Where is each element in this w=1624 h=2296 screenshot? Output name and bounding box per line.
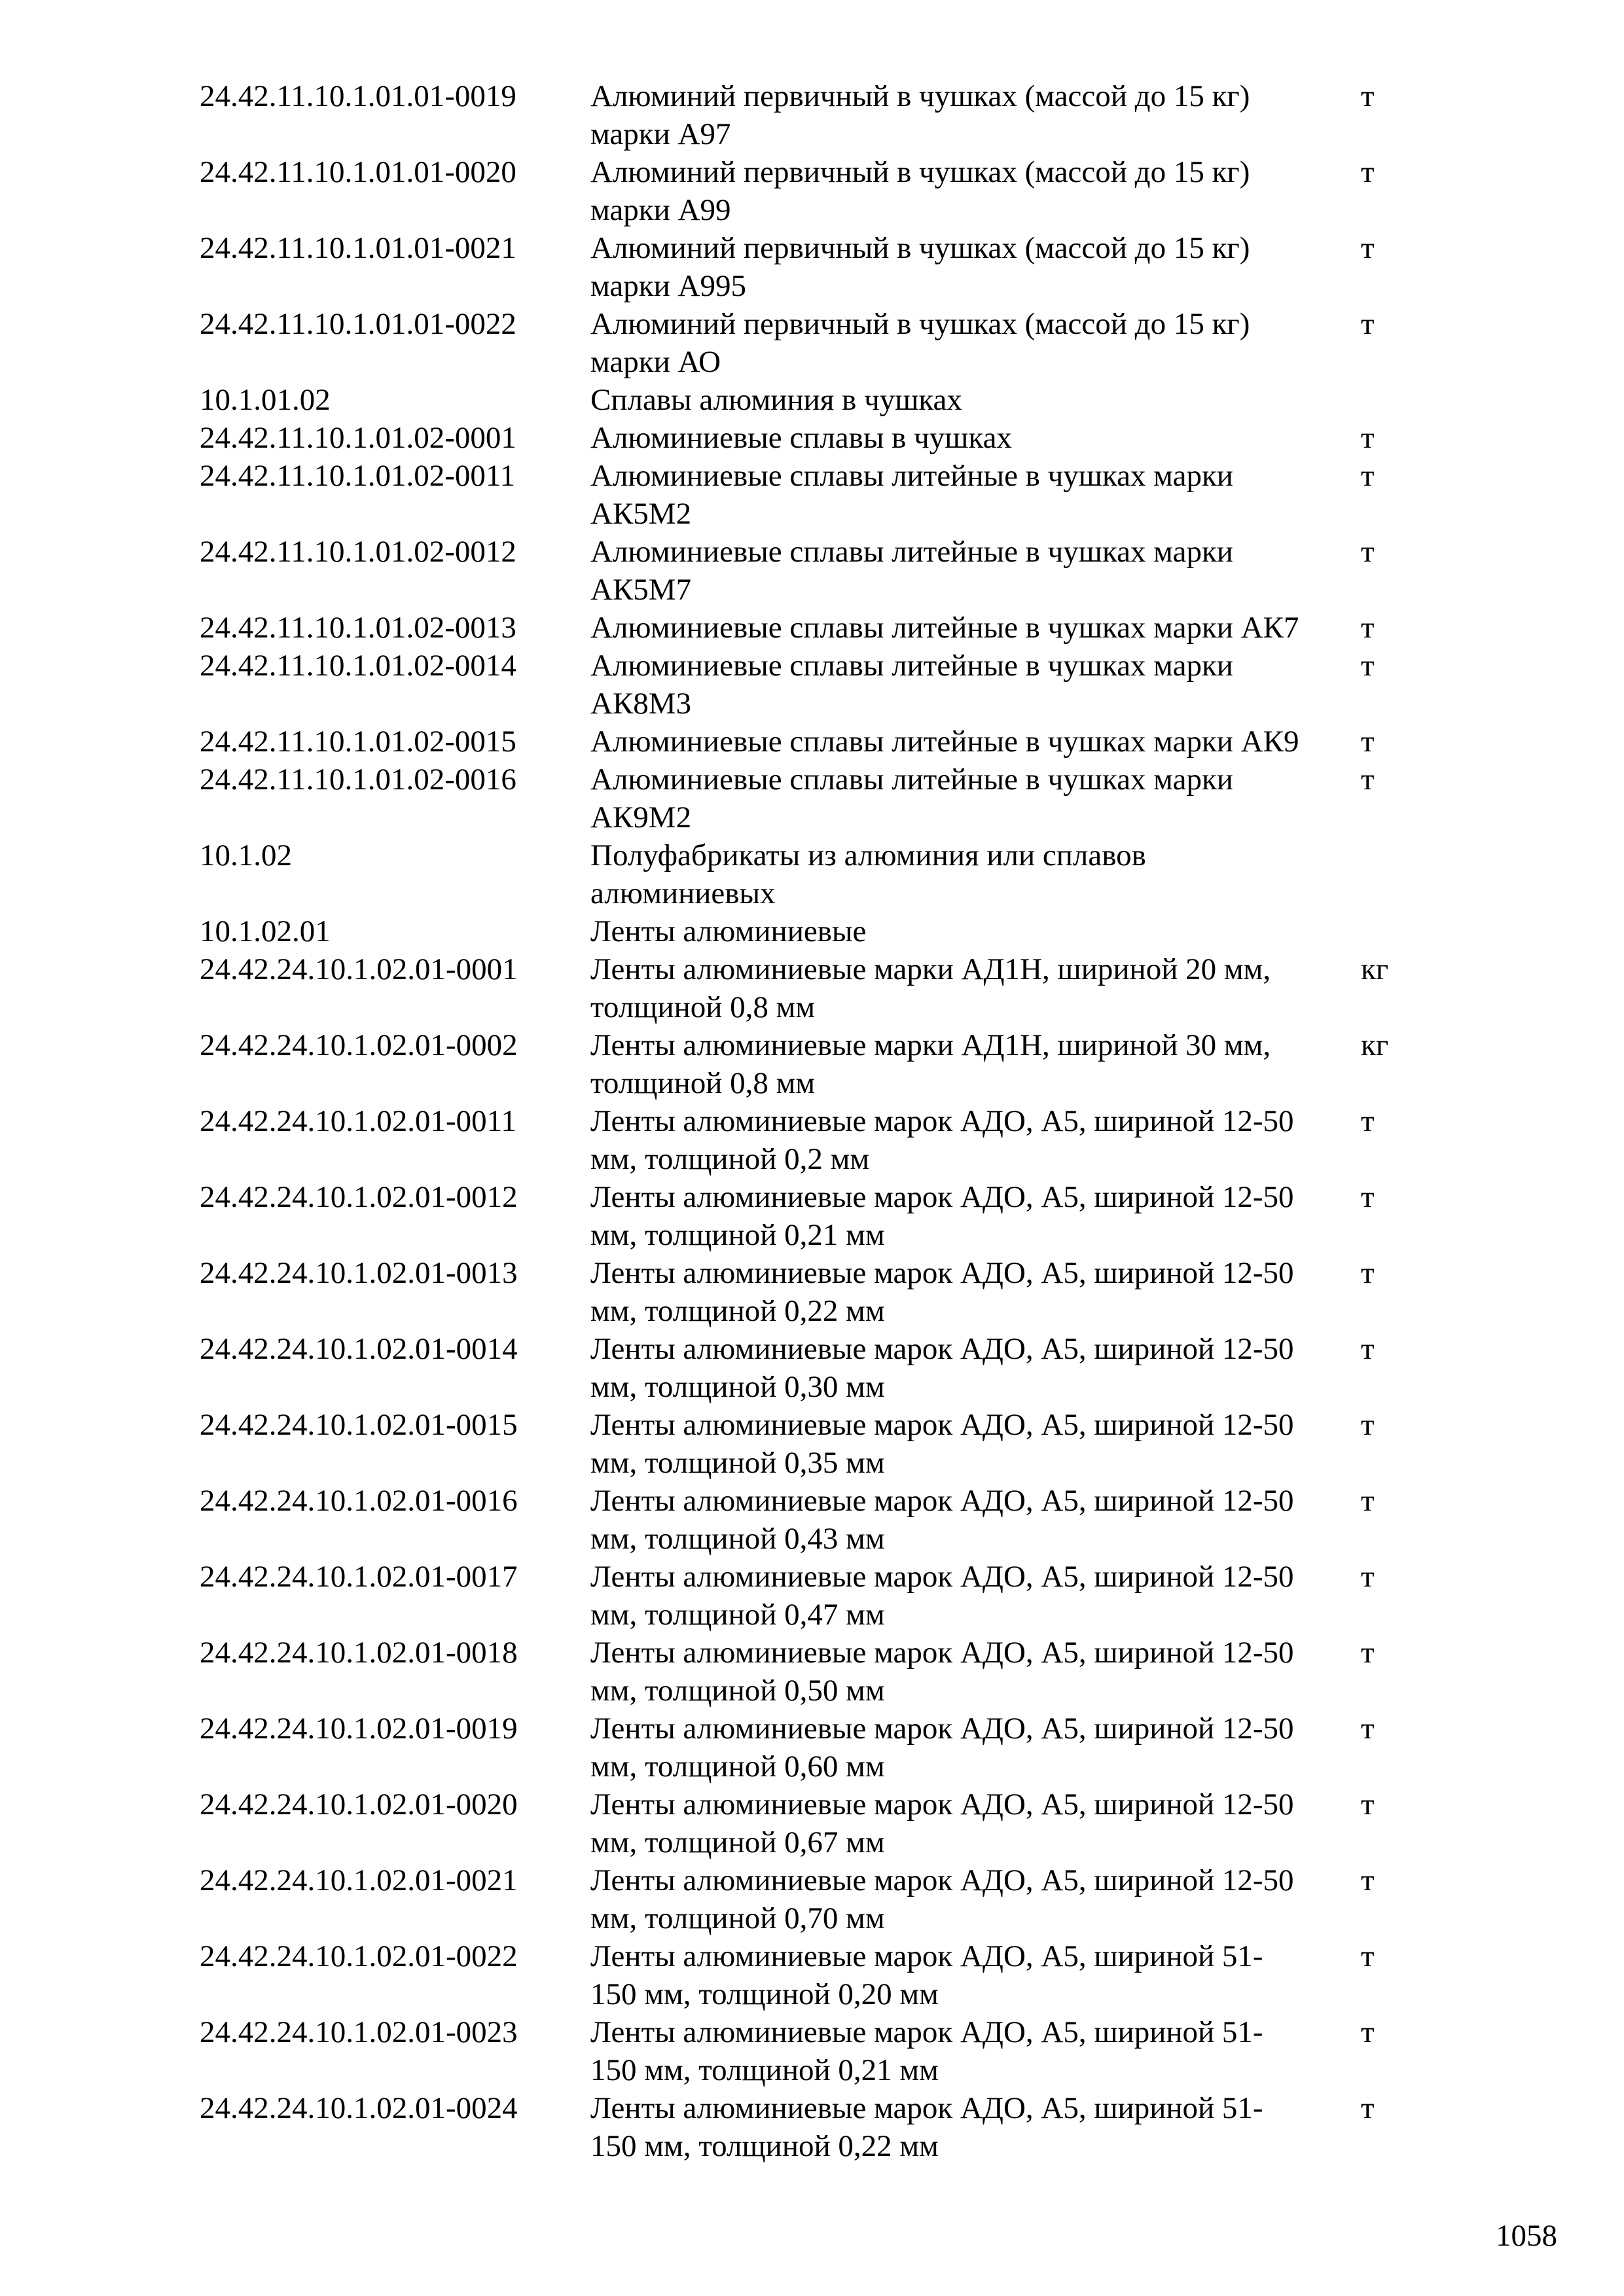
resource-unit: кг bbox=[1361, 952, 1389, 986]
list-item bbox=[200, 1634, 1443, 1710]
resource-unit: т bbox=[1361, 155, 1375, 189]
resource-name: Алюминий первичный в чушках (массой до 15 кг) марки А97 bbox=[590, 79, 1250, 151]
resource-unit: кг bbox=[1361, 1028, 1389, 1062]
resource-unit: т bbox=[1361, 79, 1375, 113]
section-title: Сплавы алюминия в чушках bbox=[590, 383, 962, 417]
list-item bbox=[200, 419, 1443, 457]
resource-code: 24.42.24.10.1.02.01-0001 bbox=[200, 952, 518, 986]
resource-name: Ленты алюминиевые марок АДО, А5, шириной 12-50 мм, толщиной 0,60 мм bbox=[590, 1712, 1294, 1784]
resource-list bbox=[200, 77, 1443, 2165]
resource-unit: т bbox=[1361, 649, 1375, 683]
list-item bbox=[200, 950, 1443, 1026]
resource-name: Ленты алюминиевые марок АДО, А5, шириной 12-50 мм, толщиной 0,2 мм bbox=[590, 1104, 1294, 1176]
resource-code: 24.42.24.10.1.02.01-0017 bbox=[200, 1560, 518, 1594]
resource-name: Алюминиевые сплавы литейные в чушках марки АК5М2 bbox=[590, 459, 1233, 531]
resource-code: 24.42.24.10.1.02.01-0020 bbox=[200, 1787, 518, 1821]
resource-code: 24.42.24.10.1.02.01-0002 bbox=[200, 1028, 518, 1062]
list-item bbox=[200, 609, 1443, 647]
list-item bbox=[200, 1406, 1443, 1482]
list-item bbox=[200, 2089, 1443, 2165]
list-item bbox=[200, 457, 1443, 533]
resource-unit: т bbox=[1361, 421, 1375, 455]
resource-code: 24.42.11.10.1.01.02-0011 bbox=[200, 459, 516, 493]
resource-unit: т bbox=[1361, 611, 1375, 645]
resource-unit: т bbox=[1361, 231, 1375, 265]
resource-name: Ленты алюминиевые марок АДО, А5, шириной 51- 150 мм, толщиной 0,22 мм bbox=[590, 2091, 1263, 2163]
resource-unit: т bbox=[1361, 1180, 1375, 1214]
section-code: 10.1.02.01 bbox=[200, 914, 331, 948]
resource-name: Алюминий первичный в чушках (массой до 15 кг) марки А99 bbox=[590, 155, 1250, 227]
resource-code: 24.42.24.10.1.02.01-0016 bbox=[200, 1484, 518, 1518]
section-heading bbox=[200, 381, 1443, 419]
page-number: 1058 bbox=[1496, 2219, 1557, 2253]
resource-unit: т bbox=[1361, 2091, 1375, 2125]
list-item bbox=[200, 1330, 1443, 1406]
list-item bbox=[200, 1861, 1443, 1937]
list-item bbox=[200, 1482, 1443, 1558]
list-item bbox=[200, 1102, 1443, 1178]
resource-code: 24.42.11.10.1.01.01-0022 bbox=[200, 307, 516, 341]
resource-unit: т bbox=[1361, 459, 1375, 493]
resource-name: Ленты алюминиевые марок АДО, А5, шириной 12-50 мм, толщиной 0,21 мм bbox=[590, 1180, 1294, 1252]
resource-name: Алюминиевые сплавы литейные в чушках марки АК5М7 bbox=[590, 535, 1233, 607]
list-item bbox=[200, 533, 1443, 609]
resource-name: Ленты алюминиевые марок АДО, А5, шириной 12-50 мм, толщиной 0,70 мм bbox=[590, 1863, 1294, 1935]
resource-code: 24.42.11.10.1.01.02-0015 bbox=[200, 725, 516, 759]
resource-code: 24.42.11.10.1.01.02-0016 bbox=[200, 762, 516, 797]
section-heading bbox=[200, 836, 1443, 912]
resource-name: Ленты алюминиевые марок АДО, А5, шириной 12-50 мм, толщиной 0,43 мм bbox=[590, 1484, 1294, 1556]
resource-name: Алюминий первичный в чушках (массой до 15 кг) марки АО bbox=[590, 307, 1250, 379]
resource-unit: т bbox=[1361, 1484, 1375, 1518]
resource-unit: т bbox=[1361, 1332, 1375, 1366]
resource-code: 24.42.11.10.1.01.02-0013 bbox=[200, 611, 516, 645]
list-item bbox=[200, 153, 1443, 229]
resource-name: Ленты алюминиевые марок АДО, А5, шириной 12-50 мм, толщиной 0,30 мм bbox=[590, 1332, 1294, 1404]
resource-code: 24.42.11.10.1.01.02-0001 bbox=[200, 421, 516, 455]
list-item bbox=[200, 1254, 1443, 1330]
resource-name: Ленты алюминиевые марок АДО, А5, шириной 12-50 мм, толщиной 0,50 мм bbox=[590, 1636, 1294, 1708]
resource-code: 24.42.24.10.1.02.01-0012 bbox=[200, 1180, 518, 1214]
section-code: 10.1.02 bbox=[200, 838, 292, 872]
resource-code: 24.42.11.10.1.01.01-0021 bbox=[200, 231, 516, 265]
list-item bbox=[200, 723, 1443, 761]
list-item bbox=[200, 2013, 1443, 2089]
resource-unit: т bbox=[1361, 725, 1375, 759]
resource-unit bbox=[1361, 912, 1443, 950]
resource-unit: т bbox=[1361, 1863, 1375, 1897]
resource-unit: т bbox=[1361, 535, 1375, 569]
resource-unit: т bbox=[1361, 1560, 1375, 1594]
resource-name: Ленты алюминиевые марок АДО, А5, шириной 51- 150 мм, толщиной 0,21 мм bbox=[590, 2015, 1263, 2087]
resource-name: Ленты алюминиевые марок АДО, А5, шириной 12-50 мм, толщиной 0,47 мм bbox=[590, 1560, 1294, 1632]
resource-code: 24.42.24.10.1.02.01-0013 bbox=[200, 1256, 518, 1290]
resource-unit: т bbox=[1361, 1104, 1375, 1138]
resource-code: 24.42.24.10.1.02.01-0019 bbox=[200, 1712, 518, 1746]
resource-unit: т bbox=[1361, 1408, 1375, 1442]
resource-name: Ленты алюминиевые марок АДО, А5, шириной 12-50 мм, толщиной 0,22 мм bbox=[590, 1256, 1294, 1328]
resource-name: Алюминиевые сплавы литейные в чушках марки АК9М2 bbox=[590, 762, 1233, 834]
list-item bbox=[200, 1785, 1443, 1861]
resource-code: 24.42.24.10.1.02.01-0011 bbox=[200, 1104, 516, 1138]
resource-code: 24.42.11.10.1.01.01-0020 bbox=[200, 155, 516, 189]
resource-code: 24.42.24.10.1.02.01-0014 bbox=[200, 1332, 518, 1366]
list-item bbox=[200, 1558, 1443, 1634]
resource-unit: т bbox=[1361, 307, 1375, 341]
resource-name: Ленты алюминиевые марок АДО, А5, шириной 51- 150 мм, толщиной 0,20 мм bbox=[590, 1939, 1263, 2011]
resource-unit: т bbox=[1361, 1636, 1375, 1670]
resource-name: Алюминиевые сплавы литейные в чушках марки АК7 bbox=[590, 611, 1299, 645]
resource-name: Ленты алюминиевые марок АДО, А5, шириной 12-50 мм, толщиной 0,67 мм bbox=[590, 1787, 1294, 1859]
resource-unit: т bbox=[1361, 1939, 1375, 1973]
resource-code: 24.42.24.10.1.02.01-0024 bbox=[200, 2091, 518, 2125]
resource-code: 24.42.24.10.1.02.01-0023 bbox=[200, 2015, 518, 2049]
resource-unit bbox=[1361, 381, 1443, 419]
section-heading bbox=[200, 912, 1443, 950]
resource-code: 24.42.11.10.1.01.02-0012 bbox=[200, 535, 516, 569]
resource-code: 24.42.24.10.1.02.01-0022 bbox=[200, 1939, 518, 1973]
list-item bbox=[200, 647, 1443, 723]
resource-code: 24.42.24.10.1.02.01-0018 bbox=[200, 1636, 518, 1670]
resource-unit: т bbox=[1361, 1712, 1375, 1746]
list-item bbox=[200, 1710, 1443, 1785]
resource-code: 24.42.24.10.1.02.01-0021 bbox=[200, 1863, 518, 1897]
resource-code: 24.42.11.10.1.01.01-0019 bbox=[200, 79, 516, 113]
resource-name: Алюминиевые сплавы литейные в чушках марки АК9 bbox=[590, 725, 1299, 759]
resource-unit: т bbox=[1361, 2015, 1375, 2049]
resource-unit: т bbox=[1361, 1256, 1375, 1290]
section-title: Полуфабрикаты из алюминия или сплавов алюминиевых bbox=[590, 838, 1146, 910]
list-item bbox=[200, 305, 1443, 381]
resource-name: Алюминий первичный в чушках (массой до 15 кг) марки А995 bbox=[590, 231, 1250, 303]
list-item bbox=[200, 1178, 1443, 1254]
resource-name: Алюминиевые сплавы литейные в чушках марки АК8М3 bbox=[590, 649, 1233, 721]
resource-unit: т bbox=[1361, 762, 1375, 797]
list-item bbox=[200, 1937, 1443, 2013]
list-item bbox=[200, 229, 1443, 305]
resource-unit bbox=[1361, 836, 1443, 912]
list-item bbox=[200, 77, 1443, 153]
resource-unit: т bbox=[1361, 1787, 1375, 1821]
section-title: Ленты алюминиевые bbox=[590, 914, 867, 948]
resource-name: Ленты алюминиевые марки АД1Н, шириной 30 мм, толщиной 0,8 мм bbox=[590, 1028, 1271, 1100]
list-item bbox=[200, 761, 1443, 836]
resource-code: 24.42.24.10.1.02.01-0015 bbox=[200, 1408, 518, 1442]
list-item bbox=[200, 1026, 1443, 1102]
resource-name: Ленты алюминиевые марки АД1Н, шириной 20 мм, толщиной 0,8 мм bbox=[590, 952, 1271, 1024]
resource-name: Ленты алюминиевые марок АДО, А5, шириной 12-50 мм, толщиной 0,35 мм bbox=[590, 1408, 1294, 1480]
resource-code: 24.42.11.10.1.01.02-0014 bbox=[200, 649, 516, 683]
resource-name: Алюминиевые сплавы в чушках bbox=[590, 421, 1012, 455]
section-code: 10.1.01.02 bbox=[200, 383, 331, 417]
